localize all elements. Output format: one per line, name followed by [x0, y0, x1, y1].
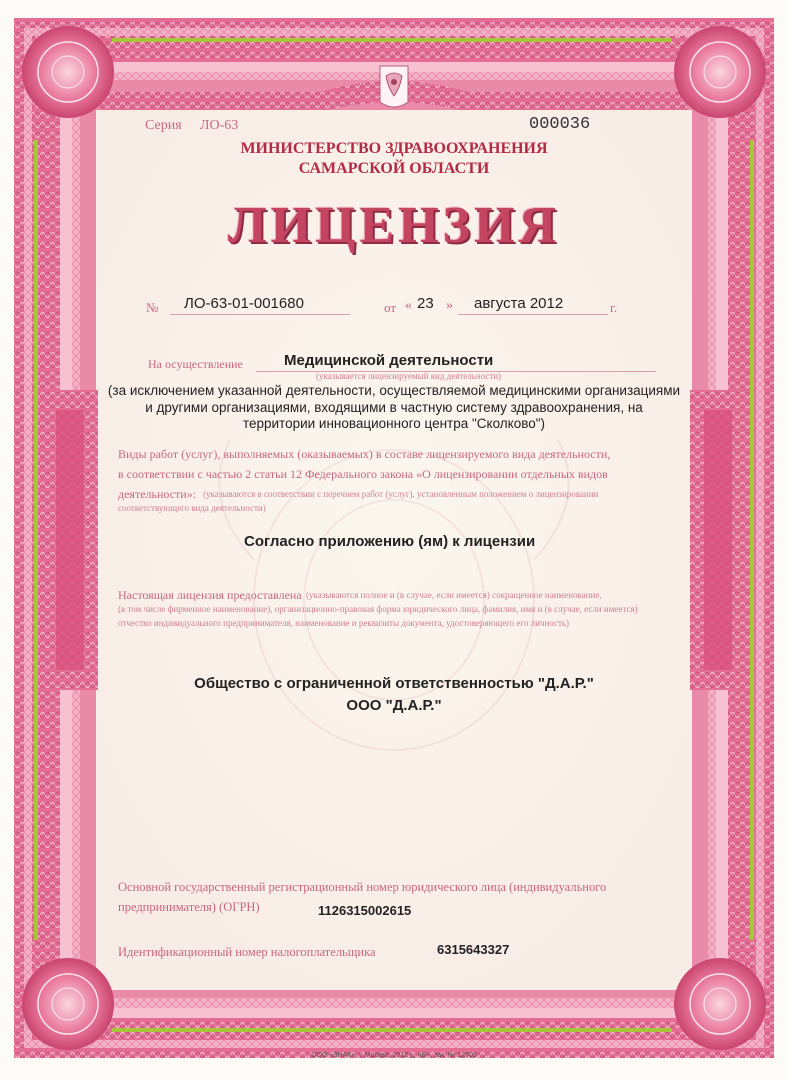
activity-value: Медицинской деятельности	[284, 352, 494, 369]
series-value: ЛО-63	[200, 118, 239, 133]
coat-of-arms	[380, 66, 408, 107]
activity-exclusion-line-2: и другими организациями, входящими в частную систему здравоохранения, на	[145, 400, 643, 415]
ministry-line-1: МИНИСТЕРСТВО ЗДРАВООХРАНЕНИЯ	[240, 140, 548, 157]
activity-label: На осуществление	[148, 357, 243, 371]
inn-value: 6315643327	[437, 942, 510, 957]
license-number-underline	[170, 314, 350, 315]
date-underline	[458, 314, 608, 315]
grantee-hint-3: отчество индивидуального предпринимателя, наименование и реквизиты документа, удостоверяющего его личность)	[118, 618, 570, 628]
license-month-year: августа 2012	[474, 295, 564, 312]
document-title: ЛИЦЕНЗИЯ	[227, 197, 561, 254]
ogrn-label-line-2: предпринимателя) (ОГРН)	[118, 900, 260, 914]
ogrn-value: 1126315002615	[318, 903, 412, 918]
activity-exclusion-line-3: территории инновационного центра "Сколково")	[242, 416, 546, 431]
activity-hint: (указывается лицензируемый вид деятельности)	[316, 371, 502, 381]
close-quote: »	[446, 298, 453, 313]
grantee-short-name: ООО "Д.А.Р."	[346, 697, 442, 714]
works-value: Согласно приложению (ям) к лицензии	[244, 533, 536, 550]
license-day: 23	[417, 295, 434, 312]
works-line-2: в соответствии с частью 2 статьи 12 Федерального закона «О лицензировании отдельных видов	[118, 467, 608, 481]
works-line-3b: (указываются в соответствии с перечнем работ (услуг), установленным положением о лицензировании	[203, 489, 599, 499]
activity-exclusion-line-1: (за исключением указанной деятельности, осуществляемой медицинскими организациями	[107, 383, 681, 398]
grantee-full-name: Общество с ограниченной ответственностью "Д.А.Р."	[194, 675, 594, 692]
works-line-1: Виды работ (услуг), выполняемых (оказываемых) в составе лицензируемого вида деятельности,	[118, 447, 611, 461]
series-label: Серия	[145, 118, 182, 133]
number-label: №	[146, 300, 159, 315]
blank-number: 000036	[529, 115, 591, 134]
inn-label: Идентификационный номер налогоплательщика	[118, 945, 376, 959]
works-line-4: соответствующего вида деятельности)	[118, 503, 266, 513]
license-number: ЛО-63-01-001680	[184, 295, 304, 312]
ogrn-label-line-1: Основной государственный регистрационный номер юридического лица (индивидуального	[118, 880, 607, 894]
grantee-hint-1: (указываются полное и (в случае, если имеется) сокращенное наименование,	[306, 590, 602, 600]
year-suffix: г.	[610, 300, 618, 315]
printer-imprint: ООО «ЗНАК», г. Москва, 2012 г., «Б», зак. № 12609	[311, 1052, 477, 1059]
grantee-intro: Настоящая лицензия предоставлена	[118, 588, 302, 602]
from-label: от	[384, 300, 397, 315]
ministry-line-2: САМАРСКОЙ ОБЛАСТИ	[298, 160, 490, 177]
open-quote: «	[405, 298, 412, 313]
works-line-3a: деятельности»:	[118, 487, 197, 501]
grantee-hint-2: (в том числе фирменное наименование), организационно-правовая форма юридического лица, фамилия, имя и (в случае, если имеется)	[118, 604, 638, 614]
